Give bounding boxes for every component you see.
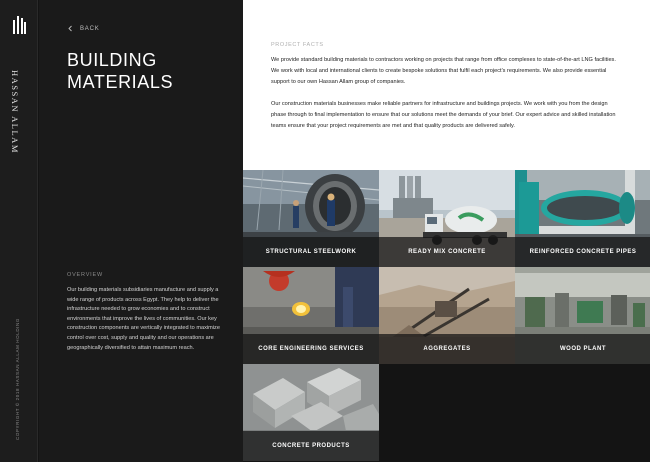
tile-core-engineering-services[interactable] bbox=[243, 267, 379, 364]
tile-label: READY MIX CONCRETE bbox=[379, 237, 515, 267]
tile-label: CORE ENGINEERING SERVICES bbox=[243, 334, 379, 364]
copyright-text: COPYRIGHT © 2018 HASSAN ALLAM HOLDING bbox=[15, 318, 20, 440]
brand-name: HASSAN ALLAM bbox=[10, 70, 20, 154]
back-link[interactable] bbox=[67, 25, 100, 32]
divisions-grid bbox=[243, 170, 650, 462]
overview-text: Our building materials subsidiaries manufacture and supply a wide range of products across Egypt. They help to deliver the infrastructure needed to grow economies and to construct environments that improve the lives of communities. Our key construction components are vertically integrated to maximize control over cost, supply and quality and our operations are geographically diversified to attain maximum reach. bbox=[67, 287, 220, 351]
page-title-line1: BUILDING bbox=[67, 50, 157, 70]
page-title-line2: MATERIALS bbox=[67, 72, 174, 92]
project-facts-paragraph-2: Our construction materials businesses make reliable partners for infrastructure and buildings projects. We work with you from the design phase through to final implementation to ensure that our solutions meet the demands of your brief. Our expert advice and skilled installation teams ensure that your project requirements are met and that quality products are delivered safely. bbox=[271, 101, 616, 129]
project-facts-label: PROJECT FACTS bbox=[271, 42, 324, 48]
tile-label: REINFORCED CONCRETE PIPES bbox=[515, 237, 650, 267]
tile-ready-mix-concrete[interactable] bbox=[379, 170, 515, 267]
tile-aggregates[interactable] bbox=[379, 267, 515, 364]
project-facts-panel bbox=[243, 0, 650, 170]
overview-label: OVERVIEW bbox=[67, 272, 103, 278]
chevron-left-icon bbox=[67, 25, 74, 32]
tile-label: STRUCTURAL STEELWORK bbox=[243, 237, 379, 267]
page-title bbox=[67, 49, 237, 93]
tile-label: CONCRETE PRODUCTS bbox=[243, 431, 379, 461]
side-rail bbox=[0, 0, 38, 462]
intro-panel bbox=[39, 0, 243, 462]
tile-reinforced-concrete-pipes[interactable] bbox=[515, 170, 650, 267]
tile-wood-plant[interactable] bbox=[515, 267, 650, 364]
tile-label: AGGREGATES bbox=[379, 334, 515, 364]
tile-structural-steelwork[interactable] bbox=[243, 170, 379, 267]
tile-label: WOOD PLANT bbox=[515, 334, 650, 364]
tile-concrete-products[interactable] bbox=[243, 364, 379, 461]
project-facts-paragraph-1: We provide standard building materials to contractors working on projects that range from office complexes to state-of-the-art LNG facilities. We work with local and international clients to create bespoke solutions that fulfil each project's requirements. We also provide essential support to our own Hassan Allam group of companies. bbox=[271, 57, 616, 85]
back-label: BACK bbox=[80, 25, 100, 32]
logo-icon[interactable] bbox=[13, 16, 26, 34]
